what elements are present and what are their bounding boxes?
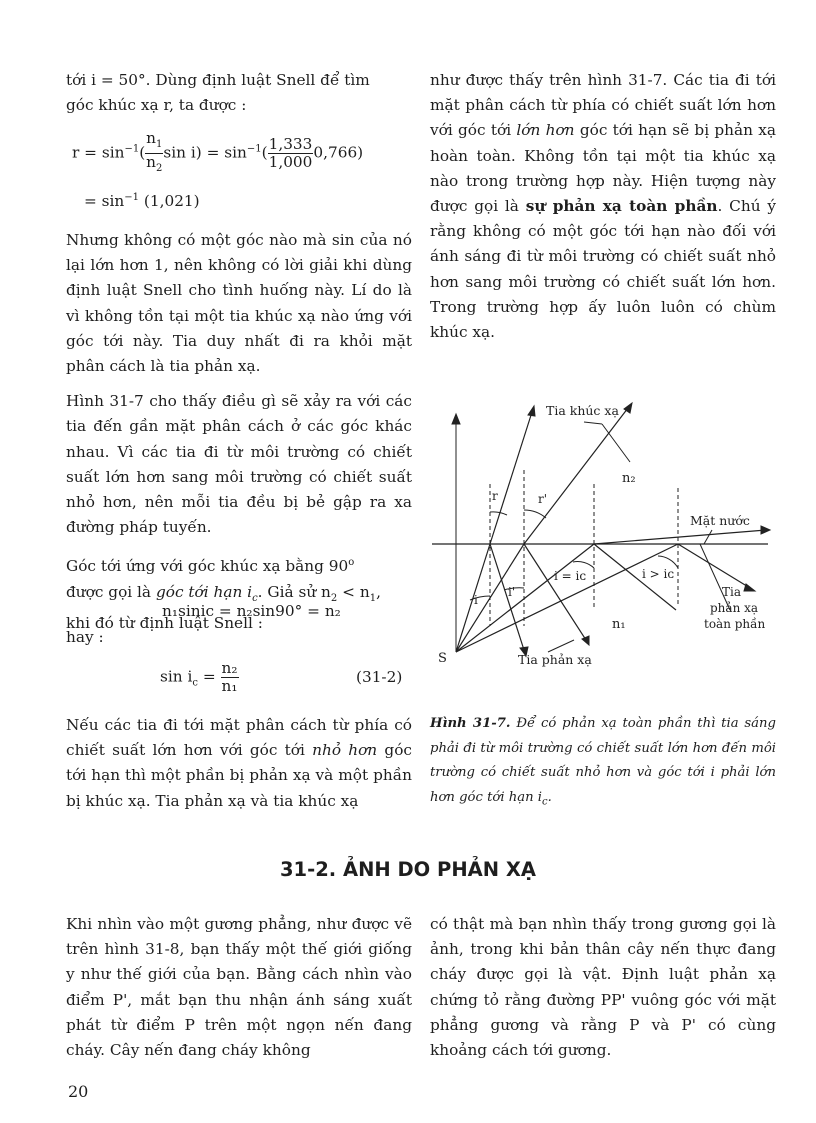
label-tir-1: Tia xyxy=(722,585,741,599)
figure-caption: Hình 31-7. Để có phản xạ toàn phần thì tia sáng phải đi từ môi trường có chiết suất lớn hơn đến môi trường có chiết suất nhỏ hơn và góc tới i phải lớn hơn góc tới hạn $i_c$. xyxy=(430,716,776,808)
equation-critical: n₁sinic = n₂sin90° = n₂ xyxy=(162,602,341,620)
label-S: S xyxy=(438,651,447,666)
fraction-n1-n2: $\frac{n_1}{n_2}$ xyxy=(146,129,163,175)
refracted-ray-2 xyxy=(524,408,628,544)
section-title: 31-2. ẢNH DO PHẢN XẠ xyxy=(279,858,536,881)
label-tir-3: toàn phần xyxy=(704,617,766,631)
paragraph-critical-angle: Góc tới ứng với góc khúc xạ bằng 90$^o$ được gọi là góc tới hạn $i_c$. Giả sử $n_2 < n_1$, khi đó từ định luật Snell : xyxy=(66,557,381,632)
incident-ray-1 xyxy=(456,544,490,652)
equation-sin-inverse: = $\sin^{-1} (1,021)$ xyxy=(84,192,200,211)
label-surface: Mặt nước xyxy=(690,513,750,528)
label-r: r xyxy=(492,489,498,503)
label-i: i xyxy=(474,593,478,607)
label-refracted: Tia khúc xạ xyxy=(546,403,619,418)
equation-number: (31-2) xyxy=(356,668,403,686)
refracted-ray-3 xyxy=(594,530,766,544)
reflected-ray-1 xyxy=(490,544,524,650)
intro-line-2: góc khúc xạ r, ta được : xyxy=(66,96,247,115)
paragraph-no-solution: Nhưng không có một góc nào mà sin của nó lại lớn hơn 1, nên không có lời giải khi dùng định luật Snell cho tình huống này. Lí do là vì không tồn tại một tia khúc xạ nào ứng với góc tới này. Tia duy nhất đi ra khỏi mặt phân cách là tia phản xạ. xyxy=(66,231,412,376)
label-n1: n₁ xyxy=(612,617,626,632)
label-iprime: i' xyxy=(508,585,516,599)
label-i-gt: i > iᴄ xyxy=(642,567,675,581)
intro-line-1: tới i = 50°. Dùng định luật Snell để tìm xyxy=(66,71,370,89)
refracted-ray-1 xyxy=(490,412,532,544)
label-tir-2: phản xạ xyxy=(710,601,759,615)
axis-arrow xyxy=(452,414,460,424)
equation-snell-r: $r = \sin^{-1}$( $\frac{n_1}{n_2}$ $\sin i) = \sin^{-1}$( $\frac{1,333}{1,000}$ 0,766) xyxy=(72,130,363,177)
section-right: có thật mà bạn nhìn thấy trong gương gọi là ảnh, trong khi bản thân cây nến thực đang cháy được gọi là vật. Định luật phản xạ chứng tỏ rằng đường PP' vuông góc với mặt phẳng gương và rằng P và P' có cùng khoảng cách tới gương. xyxy=(430,915,776,1060)
section-left: Khi nhìn vào một gương phẳng, như được vẽ trên hình 31-8, bạn thấy một thế giới giống y như thế giới của bạn. Bằng cách nhìn vào điểm P', mắt bạn thu nhận ánh sáng xuất phát từ điểm P trên một ngọn nến đang cháy. Cây nến đang cháy không xyxy=(66,915,412,1060)
page-number: 20 xyxy=(68,1082,89,1101)
paragraph-smaller-angle: Nếu các tia đi tới mặt phân cách từ phía có chiết suất lớn hơn với góc tới nhỏ hơn góc tới hạn thì một phần bị phản xạ và một phần bị khúc xạ. Tia phản xạ và tia khúc xạ xyxy=(66,716,412,810)
label-i-eq: i = iᴄ xyxy=(554,569,587,583)
equation-31-2: $\sin i_c$ = $\frac{\text{n₂}}{\text{n₁}}$ xyxy=(160,659,238,695)
tir-ray xyxy=(678,544,750,588)
hay-label: hay : xyxy=(66,628,104,646)
label-rprime: r' xyxy=(538,492,548,506)
label-reflected: Tia phản xạ xyxy=(518,652,592,667)
fraction-1333-1000: $\frac{1,333}{1,000}$ xyxy=(268,135,313,172)
paragraph-total-reflection: như được thấy trên hình 31-7. Các tia đi tới mặt phân cách từ phía có chiết suất lớn hơn với góc tới lớn hơn góc tới hạn sẽ bị phản xạ hoàn toàn. Không tồn tại một tia khúc xạ nào trong trường hợp này. Hiện tượng này được gọi là sự phản xạ toàn phần. Chú ý rằng không có một góc tới hạn nào đối với ánh sáng đi từ môi trường có chiết suất nhỏ hơn sang môi trường có chiết suất lớn hơn. Trong trường hợp ấy luôn luôn có chùm khúc xạ. xyxy=(430,71,777,342)
paragraph-figure-explain: Hình 31-7 cho thấy điều gì sẽ xảy ra với các tia đến gần mặt phân cách ở các góc khác nhau. Vì các tia đi từ môi trường có chiết suất lớn hơn sang môi trường có chiết suất nhỏ hơn, nên mỗi tia đều bị bẻ gập ra xa đường pháp tuyến. xyxy=(66,392,412,537)
label-n2: n₂ xyxy=(622,471,636,486)
